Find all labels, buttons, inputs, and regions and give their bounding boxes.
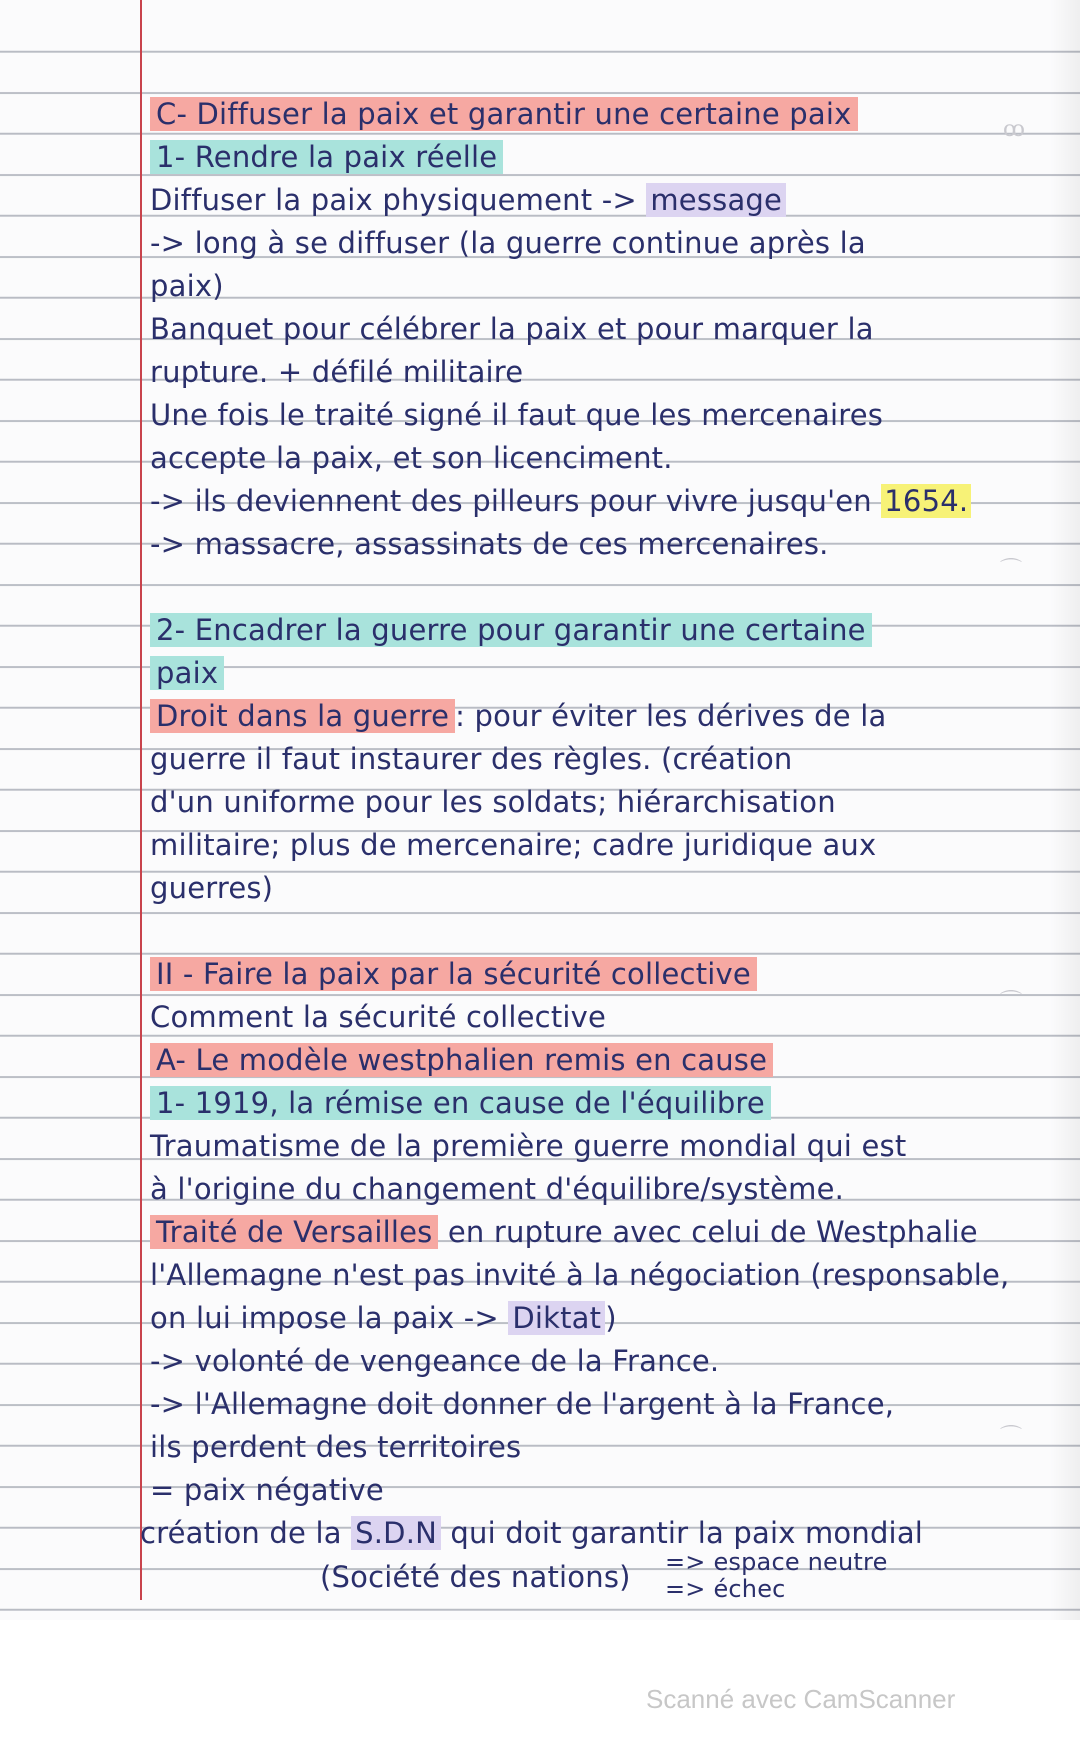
page-curl-icon: ⌒: [1000, 1425, 1023, 1450]
note-line: création de la S.D.N qui doit garantir la paix mondial: [140, 1516, 924, 1550]
doodle-mark-icon: ꝏ: [1003, 117, 1025, 142]
note-line: militaire; plus de mercenaire; cadre juridique aux: [150, 828, 877, 862]
scanner-watermark: Scanné avec CamScanner: [646, 1684, 956, 1714]
page-edge-shadow: [1050, 0, 1080, 1620]
note-line: Droit dans la guerre : pour éviter les dérives de la: [150, 699, 886, 733]
note-line: -> l'Allemagne doit donner de l'argent à la France,: [150, 1387, 895, 1421]
page-curl-icon: ⌒: [1000, 558, 1023, 583]
subheading-1919: 1- 1919, la rémise en cause de l'équilibre: [150, 1086, 771, 1120]
subheading-1: 1- Rendre la paix réelle: [150, 140, 503, 174]
note-line: Traité de Versailles en rupture avec celui de Westphalie: [150, 1215, 978, 1249]
note-line: accepte la paix, et son licenciment.: [150, 441, 673, 475]
note-line: Diffuser la paix physiquement -> message: [150, 183, 786, 217]
note-line: à l'origine du changement d'équilibre/système.: [150, 1172, 845, 1206]
note-line: -> long à se diffuser (la guerre continue après la: [150, 226, 866, 260]
note-line: Comment la sécurité collective: [150, 1000, 607, 1034]
note-line: Banquet pour célébrer la paix et pour marquer la: [150, 312, 874, 346]
note-line: Une fois le traité signé il faut que les mercenaires: [150, 398, 884, 432]
note-line: d'un uniforme pour les soldats; hiérarchisation: [150, 785, 836, 819]
note-line: => échec: [665, 1575, 786, 1603]
margin-line: [140, 0, 142, 1600]
subheading-2: 2- Encadrer la guerre pour garantir une certaine: [150, 613, 872, 647]
note-line: l'Allemagne n'est pas invité à la négociation (responsable,: [150, 1258, 1010, 1292]
note-line: guerres): [150, 871, 274, 905]
note-line: Traumatisme de la première guerre mondial qui est: [150, 1129, 907, 1163]
note-line: = paix négative: [150, 1473, 384, 1507]
note-line: on lui impose la paix -> Diktat ): [150, 1301, 617, 1335]
heading-section-a: A- Le modèle westphalien remis en cause: [150, 1043, 773, 1077]
note-line: rupture. + défilé militaire: [150, 355, 524, 389]
note-line: -> ils deviennent des pilleurs pour vivre jusqu'en 1654.: [150, 484, 971, 518]
note-line: guerre il faut instaurer des règles. (création: [150, 742, 793, 776]
note-line: paix): [150, 269, 224, 303]
heading-part-2: II - Faire la paix par la sécurité collective: [150, 957, 757, 991]
heading-section-c: C- Diffuser la paix et garantir une certaine paix: [150, 97, 858, 131]
subheading-2-cont: paix: [150, 656, 224, 690]
note-line: -> volonté de vengeance de la France.: [150, 1344, 720, 1378]
page-curl-icon: ⌒: [1000, 990, 1023, 1015]
note-line: (Société des nations): [320, 1560, 631, 1594]
note-line: -> massacre, assassinats de ces mercenaires.: [150, 527, 829, 561]
note-line: => espace neutre: [665, 1548, 888, 1576]
note-line: ils perdent des territoires: [150, 1430, 522, 1464]
